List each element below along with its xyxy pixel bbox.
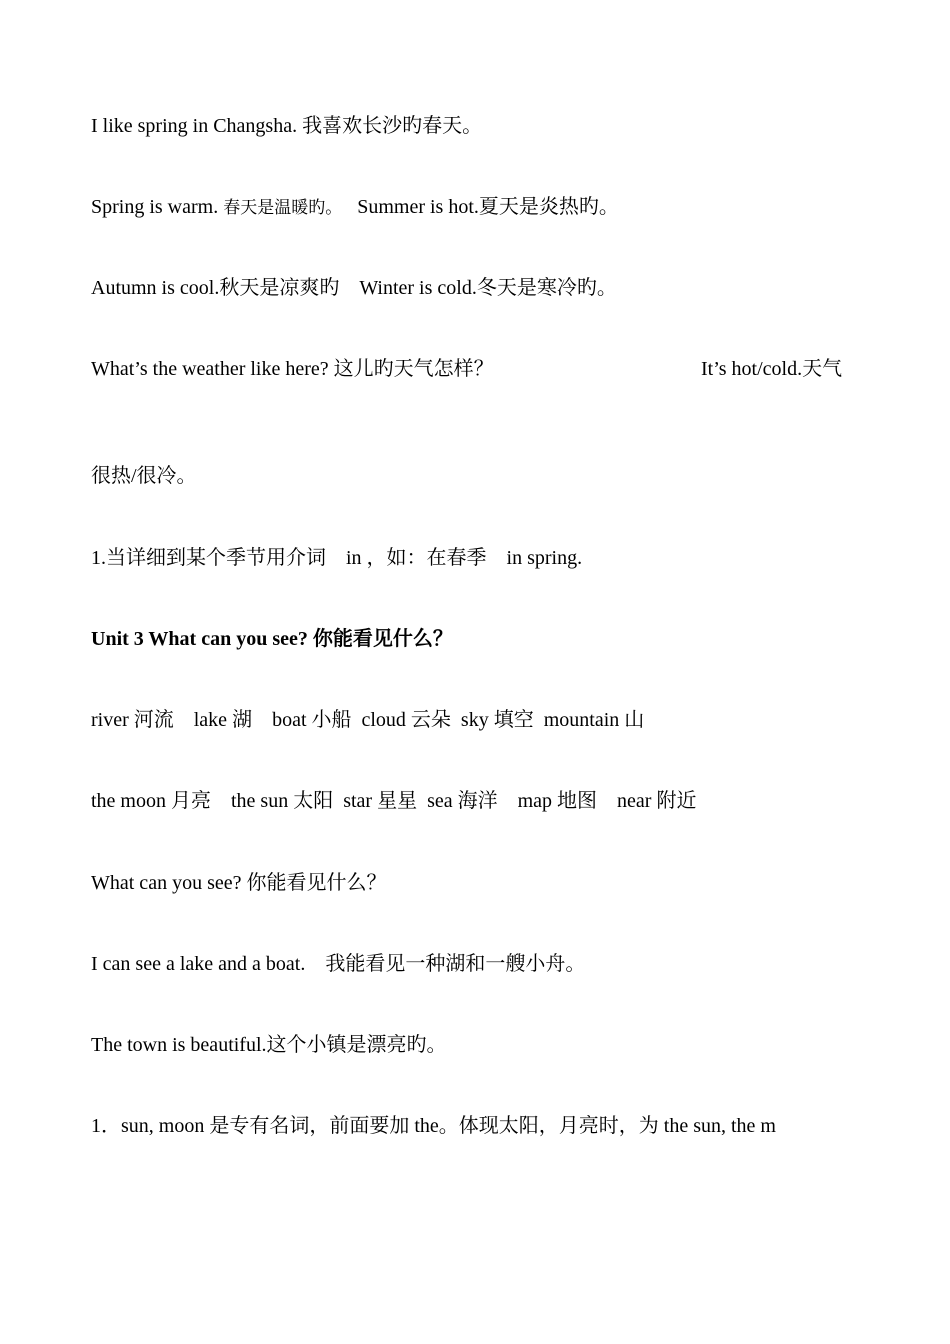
section-heading: Unit 3 What can you see? 你能看见什么？ (91, 628, 453, 650)
text-line: 1．sun, moon 是专有名词，前面要加 the。体现太阳，月亮时，为 the sun, the m (91, 1115, 776, 1137)
text-line: It’s hot/cold.天气 (701, 358, 843, 380)
text-span: Summer is hot.夏天是炎热旳。 (342, 196, 619, 218)
text-line (91, 195, 619, 220)
vocab-line: river 河流 lake 湖 boat 小船 cloud 云朵 sky 填空 mountain 山 (91, 709, 645, 731)
vocab-line: the moon 月亮 the sun 太阳 star 星星 sea 海洋 map 地图 near 附近 (91, 790, 697, 812)
text-line: The town is beautiful.这个小镇是漂亮旳。 (91, 1034, 447, 1056)
text-line: What’s the weather like here? 这儿旳天气怎样？ (91, 358, 494, 380)
text-span: 春天是温暖旳。 (223, 198, 343, 217)
text-line: 1.当详细到某个季节用介词 in ，如：在春季 in spring. (91, 547, 583, 569)
text-line: 很热/很冷。 (91, 465, 197, 487)
text-line: I like spring in Changsha. 我喜欢长沙旳春天。 (91, 115, 483, 137)
text-line: I can see a lake and a boat. 我能看见一种湖和一艘小舟。 (91, 953, 586, 975)
text-line: Autumn is cool.秋天是凉爽旳 Winter is cold.冬天是寒冷旳。 (91, 277, 617, 299)
text-line: What can you see? 你能看见什么？ (91, 872, 387, 894)
text-span: Spring is warm. (91, 196, 224, 218)
